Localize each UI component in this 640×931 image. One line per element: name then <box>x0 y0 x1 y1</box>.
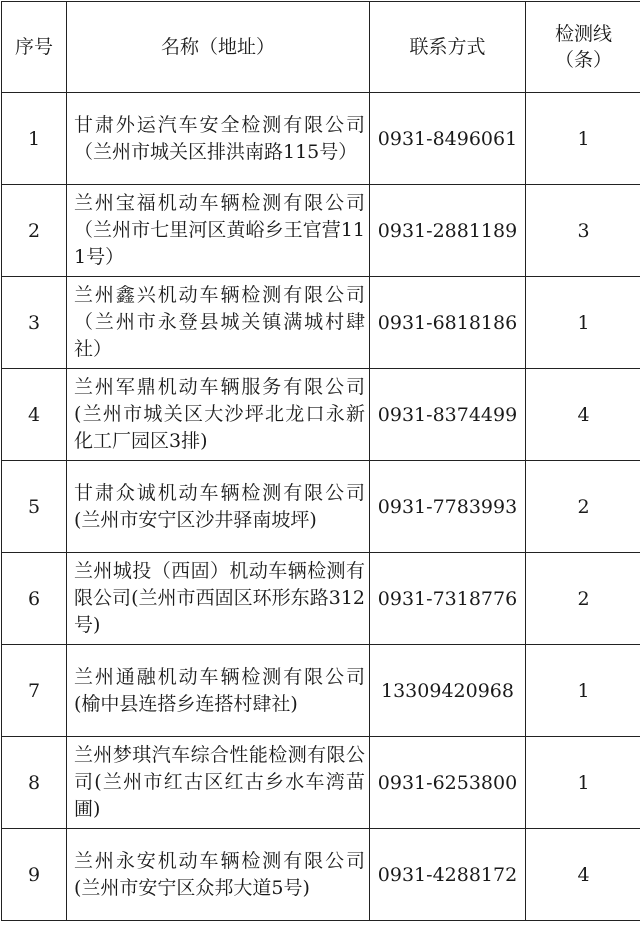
row-name: 兰州梦琪汽车综合性能检测有限公司(兰州市红古区红古乡水车湾苗圃) <box>67 737 370 829</box>
row-name: 兰州通融机动车辆检测有限公司(榆中县连搭乡连搭村肆社) <box>67 645 370 737</box>
header-row <box>2 2 640 93</box>
header-contact: 联系方式 <box>370 2 526 93</box>
row-index: 9 <box>2 829 67 921</box>
table-row <box>2 369 640 461</box>
row-name: 甘肃外运汽车安全检测有限公司（兰州市城关区排洪南路115号） <box>67 93 370 185</box>
row-contact: 0931-4288172 <box>370 829 526 921</box>
row-lines: 4 <box>526 369 640 461</box>
inspection-station-table <box>1 1 640 921</box>
row-index: 7 <box>2 645 67 737</box>
row-lines: 1 <box>526 645 640 737</box>
row-lines: 2 <box>526 553 640 645</box>
table-row <box>2 93 640 185</box>
table-row <box>2 461 640 553</box>
row-contact: 0931-6818186 <box>370 277 526 369</box>
row-index: 6 <box>2 553 67 645</box>
row-contact: 0931-8496061 <box>370 93 526 185</box>
row-name: 兰州军鼎机动车辆服务有限公司(兰州市城关区大沙坪北龙口永新化工厂园区3排) <box>67 369 370 461</box>
row-name: 兰州宝福机动车辆检测有限公司（兰州市七里河区黄峪乡王官营111号） <box>67 185 370 277</box>
row-contact: 0931-7318776 <box>370 553 526 645</box>
header-lines <box>526 2 640 93</box>
row-contact: 0931-8374499 <box>370 369 526 461</box>
table-row <box>2 829 640 921</box>
row-lines: 2 <box>526 461 640 553</box>
row-name: 兰州永安机动车辆检测有限公司(兰州市安宁区众邦大道5号) <box>67 829 370 921</box>
table-row <box>2 185 640 277</box>
row-name: 甘肃众诚机动车辆检测有限公司(兰州市安宁区沙井驿南坡坪) <box>67 461 370 553</box>
row-index: 3 <box>2 277 67 369</box>
table-row <box>2 277 640 369</box>
row-name: 兰州城投（西固）机动车辆检测有限公司(兰州市西固区环形东路312号) <box>67 553 370 645</box>
row-index: 5 <box>2 461 67 553</box>
header-lines-unit: （条） <box>526 47 640 73</box>
row-name: 兰州鑫兴机动车辆检测有限公司（兰州市永登县城关镇满城村肆社） <box>67 277 370 369</box>
row-contact: 0931-7783993 <box>370 461 526 553</box>
row-lines: 3 <box>526 185 640 277</box>
row-index: 8 <box>2 737 67 829</box>
header-lines-title: 检测线 <box>526 21 640 47</box>
row-lines: 1 <box>526 93 640 185</box>
row-index: 2 <box>2 185 67 277</box>
header-name: 名称（地址） <box>67 2 370 93</box>
row-contact: 0931-6253800 <box>370 737 526 829</box>
row-contact: 13309420968 <box>370 645 526 737</box>
row-lines: 1 <box>526 277 640 369</box>
row-contact: 0931-2881189 <box>370 185 526 277</box>
row-index: 4 <box>2 369 67 461</box>
table-row <box>2 645 640 737</box>
header-index: 序号 <box>2 2 67 93</box>
row-lines: 1 <box>526 737 640 829</box>
table-row <box>2 737 640 829</box>
row-index: 1 <box>2 93 67 185</box>
row-lines: 4 <box>526 829 640 921</box>
table-row <box>2 553 640 645</box>
